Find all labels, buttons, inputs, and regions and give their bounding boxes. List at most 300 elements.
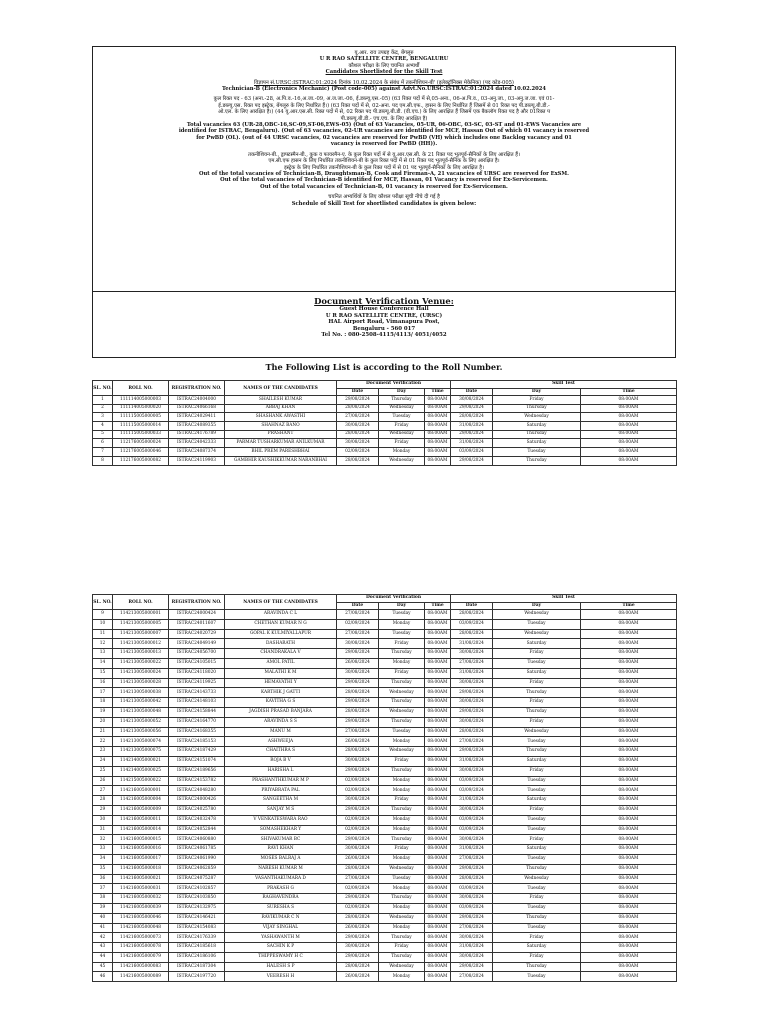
cell-st-time: 08:00AM — [581, 766, 677, 776]
cell-roll-no: 114216005000018 — [113, 864, 169, 874]
cell-registration-no: ISTRAC24119925 — [169, 678, 225, 688]
cell-st-time: 08:00AM — [581, 658, 677, 668]
cell-registration-no: ISTRAC24052844 — [169, 825, 225, 835]
cell-st-time: 08:00AM — [581, 629, 677, 639]
advt-english: Technician-B (Electronics Mechanic) (Post code-005) against Advt.No.URSC:ISTRAC:01:2024 dated 10.02.2024 — [222, 86, 546, 93]
cell-registration-no: ISTRAC24062859 — [169, 864, 225, 874]
cell-dv-day: Thursday — [379, 805, 425, 815]
cell-st-day: Wednesday — [493, 727, 581, 737]
col-registration-no: REGISTRATION NO. — [169, 595, 225, 610]
cell-roll-no: 114213005000024 — [113, 668, 169, 678]
cell-dv-day: Friday — [379, 943, 425, 953]
cell-dv-date: 02/09/2024 — [337, 786, 379, 796]
table-row — [93, 727, 677, 737]
table-row — [93, 962, 677, 972]
cell-st-day: Wednesday — [493, 413, 581, 422]
cell-st-time: 08:00AM — [581, 786, 677, 796]
cell-dv-time: 08:00AM — [425, 727, 451, 737]
cell-dv-time: 08:00AM — [425, 815, 451, 825]
cell-dv-time: 08:00AM — [425, 972, 451, 982]
cell-dv-date: 27/08/2024 — [337, 727, 379, 737]
cell-dv-time: 08:00AM — [425, 854, 451, 864]
cell-st-date: 30/08/2024 — [451, 698, 493, 708]
cell-roll-no: 114213005000022 — [113, 658, 169, 668]
table-row — [93, 854, 677, 864]
cell-dv-date: 29/08/2024 — [337, 698, 379, 708]
cell-dv-date: 29/08/2024 — [337, 952, 379, 962]
cell-dv-date: 26/08/2024 — [337, 854, 379, 864]
cell-dv-date: 26/08/2024 — [337, 737, 379, 747]
table-row — [93, 707, 677, 717]
table-row — [93, 815, 677, 825]
cell-sl-no: 46 — [93, 972, 113, 982]
cell-roll-no: 112176005000082 — [113, 456, 169, 465]
candidate-table-1 — [92, 380, 677, 466]
shortlist-title-hindi: कौशल परीक्षा के लिए चयनित अभ्यर्थी — [348, 62, 420, 69]
cell-st-day: Friday — [493, 952, 581, 962]
col-st-date: Date — [451, 603, 493, 610]
cell-st-date: 30/08/2024 — [451, 952, 493, 962]
shortlist-title-english: Candidates Shortlisted for the Skill Test — [325, 69, 443, 76]
cell-st-time: 08:00AM — [581, 913, 677, 923]
cell-candidate-name: ASHWEEJA — [225, 737, 337, 747]
cell-st-date: 30/08/2024 — [451, 678, 493, 688]
cell-dv-time: 08:00AM — [425, 835, 451, 845]
cell-candidate-name: SANJAY M S — [225, 805, 337, 815]
cell-dv-day: Wednesday — [379, 864, 425, 874]
cell-dv-time: 08:00AM — [425, 884, 451, 894]
cell-dv-time: 08:00AM — [425, 698, 451, 708]
cell-st-date: 30/08/2024 — [451, 396, 493, 405]
cell-st-date: 27/08/2024 — [451, 854, 493, 864]
cell-st-day: Friday — [493, 649, 581, 659]
table-row — [93, 825, 677, 835]
cell-sl-no: 29 — [93, 805, 113, 815]
cell-candidate-name: ARAVINDA C L — [225, 610, 337, 620]
cell-st-day: Tuesday — [493, 884, 581, 894]
cell-candidate-name: MANU M — [225, 727, 337, 737]
cell-candidate-name: PARMAR TUSHARKUMAR ANILKUMAR — [225, 439, 337, 448]
cell-dv-date: 28/08/2024 — [337, 404, 379, 413]
cell-sl-no: 33 — [93, 845, 113, 855]
cell-st-date: 31/08/2024 — [451, 422, 493, 431]
cell-dv-time: 08:00AM — [425, 874, 451, 884]
cell-st-day: Tuesday — [493, 815, 581, 825]
cell-sl-no: 27 — [93, 786, 113, 796]
cell-st-time: 08:00AM — [581, 668, 677, 678]
cell-candidate-name: SANGEETHA M — [225, 796, 337, 806]
cell-st-date: 03/09/2024 — [451, 825, 493, 835]
cell-dv-date: 02/09/2024 — [337, 619, 379, 629]
table-row — [93, 923, 677, 933]
cell-dv-time: 08:00AM — [425, 422, 451, 431]
cell-st-day: Friday — [493, 698, 581, 708]
cell-dv-date: 28/08/2024 — [337, 456, 379, 465]
cell-roll-no: 114216005000001 — [113, 786, 169, 796]
cell-st-day: Saturday — [493, 943, 581, 953]
cell-st-day: Tuesday — [493, 776, 581, 786]
candidate-table-2 — [92, 594, 677, 982]
cell-st-day: Thursday — [493, 913, 581, 923]
cell-st-date: 27/08/2024 — [451, 737, 493, 747]
col-roll-no: ROLL NO. — [113, 595, 169, 610]
vacancy-hindi-line: ओ.एल. के लिए आरक्षित है।) (44 यू.आर.एस.सी. रिक्त पदों में से, 02 रिक्त पद पी.डब्ल्यू.बी.डी. (वी.एच.) के लिए आरक्षित हैं जिसमें एक बैकलॉग रिक्त पद है और 01रिक्त प — [217, 109, 551, 116]
cell-dv-date: 27/08/2024 — [337, 413, 379, 422]
cell-candidate-name: NARESH KUMAR M — [225, 864, 337, 874]
col-group-document-verification: Document Verification — [337, 595, 451, 603]
cell-candidate-name: SACHIN K P — [225, 943, 337, 953]
cell-dv-time: 08:00AM — [425, 404, 451, 413]
table-row — [93, 776, 677, 786]
cell-registration-no: ISTRAC24000426 — [169, 796, 225, 806]
cell-roll-no: 114216005000079 — [113, 952, 169, 962]
cell-dv-time: 08:00AM — [425, 448, 451, 457]
cell-roll-no: 114213005000013 — [113, 649, 169, 659]
cell-roll-no: 114216005000015 — [113, 835, 169, 845]
cell-roll-no: 114213005000012 — [113, 639, 169, 649]
col-st-day: Day — [493, 603, 581, 610]
cell-roll-no: 111114005000020 — [113, 404, 169, 413]
cell-dv-time: 08:00AM — [425, 717, 451, 727]
table-row — [93, 894, 677, 904]
cell-st-date: 30/08/2024 — [451, 805, 493, 815]
cell-sl-no: 41 — [93, 923, 113, 933]
schedule-english: Schedule of Skill Test for shortlisted candidates is given below: — [291, 200, 477, 207]
cell-dv-time: 08:00AM — [425, 678, 451, 688]
table-row — [93, 737, 677, 747]
cell-registration-no: ISTRAC24000424 — [169, 610, 225, 620]
cell-sl-no: 45 — [93, 962, 113, 972]
cell-registration-no: ISTRAC24187429 — [169, 747, 225, 757]
cell-dv-day: Thursday — [379, 649, 425, 659]
cell-dv-date: 27/08/2024 — [337, 610, 379, 620]
cell-sl-no: 16 — [93, 678, 113, 688]
cell-dv-time: 08:00AM — [425, 825, 451, 835]
cell-dv-day: Monday — [379, 825, 425, 835]
cell-st-time: 08:00AM — [581, 610, 677, 620]
cell-dv-day: Friday — [379, 422, 425, 431]
cell-dv-day: Friday — [379, 845, 425, 855]
cell-dv-day: Friday — [379, 439, 425, 448]
cell-st-date: 31/08/2024 — [451, 845, 493, 855]
cell-dv-time: 08:00AM — [425, 413, 451, 422]
venue-title: Document Verification Venue: — [314, 296, 454, 306]
cell-st-time: 08:00AM — [581, 430, 677, 439]
cell-sl-no: 19 — [93, 707, 113, 717]
cell-st-day: Saturday — [493, 439, 581, 448]
cell-candidate-name: SHAHNAZ BANO — [225, 422, 337, 431]
cell-roll-no: 114215005000022 — [113, 776, 169, 786]
cell-roll-no: 114214005000025 — [113, 766, 169, 776]
cell-dv-date: 29/08/2024 — [337, 649, 379, 659]
cell-st-time: 08:00AM — [581, 422, 677, 431]
cell-dv-time: 08:00AM — [425, 786, 451, 796]
cell-st-time: 08:00AM — [581, 707, 677, 717]
table-row — [93, 845, 677, 855]
cell-dv-date: 02/09/2024 — [337, 815, 379, 825]
cell-st-time: 08:00AM — [581, 456, 677, 465]
cell-st-time: 08:00AM — [581, 864, 677, 874]
cell-roll-no: 114213005000075 — [113, 747, 169, 757]
cell-st-time: 08:00AM — [581, 854, 677, 864]
cell-dv-time: 08:00AM — [425, 629, 451, 639]
cell-dv-date: 30/08/2024 — [337, 796, 379, 806]
col-st-day: Day — [493, 389, 581, 396]
cell-dv-time: 08:00AM — [425, 933, 451, 943]
col-candidate-name: NAMES OF THE CANDIDATES — [225, 595, 337, 610]
table-row — [93, 913, 677, 923]
cell-registration-no: ISTRAC24186106 — [169, 952, 225, 962]
cell-st-date: 03/09/2024 — [451, 903, 493, 913]
cell-candidate-name: PRIYABRATA PAL — [225, 786, 337, 796]
cell-dv-date: 28/08/2024 — [337, 747, 379, 757]
cell-st-time: 08:00AM — [581, 404, 677, 413]
cell-candidate-name: RAVI KHAN — [225, 845, 337, 855]
cell-candidate-name: ABBAJ KHAN — [225, 404, 337, 413]
col-dv-time: Time — [425, 389, 451, 396]
cell-roll-no: 114214005000021 — [113, 756, 169, 766]
table-row — [93, 422, 677, 431]
cell-st-day: Friday — [493, 805, 581, 815]
cell-candidate-name: GOPAL K KULMIYALLAPUR — [225, 629, 337, 639]
cell-dv-date: 30/08/2024 — [337, 668, 379, 678]
cell-st-date: 28/08/2024 — [451, 413, 493, 422]
cell-dv-day: Friday — [379, 639, 425, 649]
cell-registration-no: ISTRAC24049149 — [169, 639, 225, 649]
cell-roll-no: 114213005000048 — [113, 707, 169, 717]
cell-st-time: 08:00AM — [581, 962, 677, 972]
cell-dv-time: 08:00AM — [425, 776, 451, 786]
cell-roll-no: 114216005000016 — [113, 845, 169, 855]
cell-dv-day: Wednesday — [379, 707, 425, 717]
cell-roll-no: 114216005000004 — [113, 796, 169, 806]
cell-roll-no: 114213005000052 — [113, 717, 169, 727]
table-row — [93, 933, 677, 943]
cell-candidate-name: JAGDISH PRASAD BANJARA — [225, 707, 337, 717]
cell-dv-day: Wednesday — [379, 913, 425, 923]
cell-st-day: Saturday — [493, 845, 581, 855]
cell-sl-no: 20 — [93, 717, 113, 727]
table-row — [93, 903, 677, 913]
exsm-english-line: Out of the total vacancies of Technician-B, 01 vacancy is reserved for Ex-Servicemen. — [260, 183, 508, 190]
cell-st-time: 08:00AM — [581, 825, 677, 835]
cell-st-date: 29/08/2024 — [451, 688, 493, 698]
cell-dv-time: 08:00AM — [425, 747, 451, 757]
cell-registration-no: ISTRAC24025780 — [169, 805, 225, 815]
cell-dv-day: Thursday — [379, 952, 425, 962]
cell-dv-day: Thursday — [379, 396, 425, 405]
cell-dv-date: 26/08/2024 — [337, 972, 379, 982]
cell-dv-date: 27/08/2024 — [337, 629, 379, 639]
cell-dv-date: 26/08/2024 — [337, 658, 379, 668]
table-row — [93, 943, 677, 953]
cell-dv-date: 29/08/2024 — [337, 766, 379, 776]
cell-sl-no: 26 — [93, 776, 113, 786]
cell-sl-no: 31 — [93, 825, 113, 835]
table-2-body — [93, 610, 677, 982]
cell-st-date: 31/08/2024 — [451, 943, 493, 953]
col-sl-no: SL. NO. — [93, 595, 113, 610]
cell-sl-no: 24 — [93, 756, 113, 766]
cell-dv-date: 29/08/2024 — [337, 678, 379, 688]
cell-roll-no: 111115005000005 — [113, 413, 169, 422]
table-row — [93, 678, 677, 688]
cell-st-time: 08:00AM — [581, 884, 677, 894]
cell-st-day: Thursday — [493, 456, 581, 465]
cell-roll-no: 114216005000031 — [113, 884, 169, 894]
exsm-hindi-line: एम.सी.एफ हासन के लिए निर्धारित तकनीशियन-बी के कुल रिक्त पदों में से 01 रिक्त पद भूतपूर्व-सैनिक के लिए आरक्षित है। — [268, 158, 500, 165]
cell-st-day: Thursday — [493, 430, 581, 439]
col-roll-no: ROLL NO. — [113, 381, 169, 396]
table-row — [93, 884, 677, 894]
cell-dv-day: Tuesday — [379, 727, 425, 737]
cell-st-time: 08:00AM — [581, 439, 677, 448]
cell-st-date: 31/08/2024 — [451, 796, 493, 806]
vacancy-hindi-line: कुल रिक्त पद - 63 (अना.-28, अ.पि.व.-16,अ.जा.-09, अ.ज.जा.-06, ई.डब्ल्यू.एस.-05) (63 रिक्त पदों में से,05-अना., 06-अ.पि.व., 03-अनु.जा., 03-अनु.ज.जा. एवं 01- — [213, 96, 555, 103]
cell-st-date: 30/08/2024 — [451, 835, 493, 845]
cell-registration-no: ISTRAC24103850 — [169, 894, 225, 904]
cell-st-day: Tuesday — [493, 903, 581, 913]
cell-st-date: 28/08/2024 — [451, 874, 493, 884]
cell-registration-no: ISTRAC24168355 — [169, 727, 225, 737]
cell-candidate-name: GAMBHIR KAUSHIKKUMAR NARANBHAI — [225, 456, 337, 465]
cell-candidate-name: KARTHIK J GATTI — [225, 688, 337, 698]
cell-dv-date: 27/08/2024 — [337, 874, 379, 884]
cell-roll-no: 114216005000021 — [113, 874, 169, 884]
cell-dv-date: 02/09/2024 — [337, 903, 379, 913]
cell-roll-no: 111115005000014 — [113, 422, 169, 431]
cell-dv-day: Tuesday — [379, 629, 425, 639]
cell-dv-day: Thursday — [379, 717, 425, 727]
cell-st-day: Tuesday — [493, 737, 581, 747]
cell-dv-date: 29/08/2024 — [337, 805, 379, 815]
venue-line: Bengaluru - 560 017 — [352, 325, 416, 332]
cell-st-time: 08:00AM — [581, 688, 677, 698]
cell-st-date: 03/09/2024 — [451, 448, 493, 457]
table-row — [93, 698, 677, 708]
cell-sl-no: 6 — [93, 439, 113, 448]
cell-st-date: 30/08/2024 — [451, 766, 493, 776]
cell-st-day: Thursday — [493, 404, 581, 413]
cell-candidate-name: V VENKATESWARA RAO — [225, 815, 337, 825]
table-row — [93, 456, 677, 465]
cell-st-time: 08:00AM — [581, 845, 677, 855]
cell-dv-day: Monday — [379, 786, 425, 796]
cell-dv-day: Friday — [379, 668, 425, 678]
table-row — [93, 835, 677, 845]
col-dv-day: Day — [379, 389, 425, 396]
cell-sl-no: 15 — [93, 668, 113, 678]
cell-st-date: 29/08/2024 — [451, 747, 493, 757]
table-row — [93, 668, 677, 678]
cell-registration-no: ISTRAC24132975 — [169, 903, 225, 913]
cell-sl-no: 11 — [93, 629, 113, 639]
cell-registration-no: ISTRAC24020729 — [169, 629, 225, 639]
vacancy-english-line: for PwBD (OL). (out of 44 URSC vacancies, 02 vacancies are reserved for PwBD (VH) which includes one Backlog vacancy and 01 — [196, 134, 572, 141]
vacancy-hindi-line: पी.डब्ल्यू.बी.डी.- एच.एच. के लिए आरक्षित है) — [340, 115, 428, 122]
cell-sl-no: 34 — [93, 854, 113, 864]
cell-st-day: Tuesday — [493, 786, 581, 796]
cell-sl-no: 38 — [93, 894, 113, 904]
cell-registration-no: ISTRAC24029411 — [169, 413, 225, 422]
cell-st-day: Friday — [493, 894, 581, 904]
vacancy-english-line: vacancy is reserved for PwBD (HH)). — [330, 141, 438, 148]
cell-candidate-name: CHANDRAKALA V — [225, 649, 337, 659]
cell-candidate-name: PRAKASH G — [225, 884, 337, 894]
cell-dv-time: 08:00AM — [425, 396, 451, 405]
col-dv-date: Date — [337, 603, 379, 610]
cell-st-time: 08:00AM — [581, 923, 677, 933]
cell-candidate-name: RAVIKUMAR C N — [225, 913, 337, 923]
cell-candidate-name: MOSES BALRAJ A — [225, 854, 337, 864]
exsm-hindi-line: इस्ट्रेक के लिए निर्धारित तकनीशियन-बी के कुल रिक्त पदों में से 01 पद भूतपूर्व-सैनिकों के लिए आरक्षित है। — [284, 164, 484, 171]
cell-dv-time: 08:00AM — [425, 864, 451, 874]
cell-registration-no: ISTRAC24176339 — [169, 933, 225, 943]
cell-st-date: 03/09/2024 — [451, 776, 493, 786]
cell-dv-date: 30/08/2024 — [337, 845, 379, 855]
exsm-english-line: Out of the total vacancies of Technician-B identified for MCF, Hassan, 01 Vacancy is reserved for Ex-Servicemen. — [220, 177, 548, 184]
table-row — [93, 413, 677, 422]
cell-candidate-name: HEMAVATHI Y — [225, 678, 337, 688]
table-row — [93, 805, 677, 815]
cell-sl-no: 39 — [93, 903, 113, 913]
cell-roll-no: 114216005000078 — [113, 943, 169, 953]
cell-dv-time: 08:00AM — [425, 952, 451, 962]
cell-roll-no: 114216005000011 — [113, 815, 169, 825]
col-dv-time: Time — [425, 603, 451, 610]
col-st-time: Time — [581, 603, 677, 610]
table-row — [93, 717, 677, 727]
cell-dv-day: Tuesday — [379, 874, 425, 884]
cell-dv-date: 29/08/2024 — [337, 717, 379, 727]
cell-dv-time: 08:00AM — [425, 903, 451, 913]
cell-dv-day: Thursday — [379, 933, 425, 943]
table-row — [93, 649, 677, 659]
col-st-time: Time — [581, 389, 677, 396]
cell-registration-no: ISTRAC24143733 — [169, 688, 225, 698]
cell-dv-day: Wednesday — [379, 404, 425, 413]
vacancy-english-line: Total vacancies 63 (UR-28,OBC-16,SC-09,ST-06,EWS-05) (Out of 63 Vacancies, 05-UR, 06-OBC, 03-SC, 03-ST and 01-EWS Vacancies are — [186, 122, 582, 129]
cell-roll-no: 114216005000039 — [113, 903, 169, 913]
cell-dv-date: 29/08/2024 — [337, 933, 379, 943]
cell-st-day: Wednesday — [493, 874, 581, 884]
cell-roll-no: 114216005000083 — [113, 962, 169, 972]
cell-dv-time: 08:00AM — [425, 796, 451, 806]
cell-dv-time: 08:00AM — [425, 766, 451, 776]
col-group-skill-test: Skill Test — [451, 595, 677, 603]
cell-sl-no: 14 — [93, 658, 113, 668]
cell-registration-no: ISTRAC24164770 — [169, 717, 225, 727]
cell-dv-day: Friday — [379, 796, 425, 806]
table-row — [93, 619, 677, 629]
cell-sl-no: 40 — [93, 913, 113, 923]
cell-candidate-name: ARAVINDA S S — [225, 717, 337, 727]
advt-hindi: विज्ञापन सं.URSC:ISTRAC:01:2024 दिनांक 10.02.2024 के संबंध में तकनीशियन-बी' (इलेक्ट्रॉनिक्स मेकेनिक) (पद कोड-005) — [254, 79, 514, 86]
cell-dv-date: 28/08/2024 — [337, 688, 379, 698]
cell-dv-day: Monday — [379, 923, 425, 933]
cell-registration-no: ISTRAC24197720 — [169, 972, 225, 982]
venue-line: U R RAO SATELLITE CENTRE, (URSC) — [325, 312, 443, 319]
cell-candidate-name: KAVITHA G S — [225, 698, 337, 708]
cell-candidate-name: BHIL PREM PARESHBHAI — [225, 448, 337, 457]
cell-st-day: Thursday — [493, 688, 581, 698]
cell-st-time: 08:00AM — [581, 727, 677, 737]
cell-dv-day: Monday — [379, 815, 425, 825]
cell-dv-time: 08:00AM — [425, 430, 451, 439]
cell-dv-time: 08:00AM — [425, 805, 451, 815]
cell-st-time: 08:00AM — [581, 717, 677, 727]
cell-candidate-name: SOMASHEKHAR Y — [225, 825, 337, 835]
